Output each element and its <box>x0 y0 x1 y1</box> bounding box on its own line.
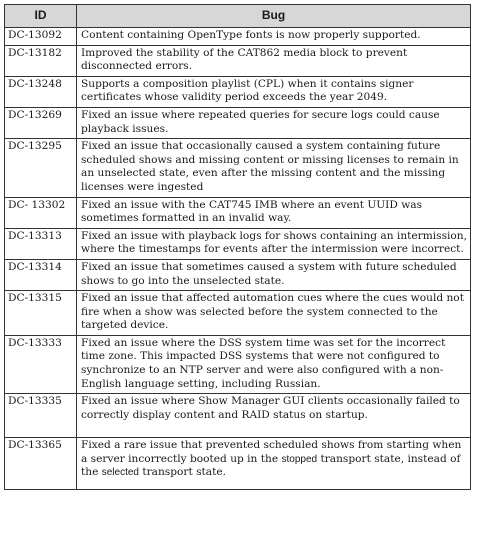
bug-description-cell: Fixed an issue that affected automation cues where the cues would not fire when a show was selected before the system connected to the targeted device. <box>77 291 471 336</box>
table-row <box>5 28 471 46</box>
bug-id-cell: DC-13269 <box>5 107 77 138</box>
bug-id-cell: DC-13335 <box>5 394 77 438</box>
table-row <box>5 45 471 76</box>
bug-description-cell: Fixed an issue where Show Manager GUI clients occasionally failed to correctly display content and RAID status on startup. <box>77 394 471 438</box>
table-row <box>5 394 471 438</box>
table-row <box>5 438 471 490</box>
bug-description-cell: Supports a composition playlist (CPL) when it contains signer certificates whose validity period exceeds the year 2049. <box>77 76 471 107</box>
bug-description-cell: Fixed an issue where the DSS system time was set for the incorrect time zone. This impacted DSS systems that were not configured to synchronize to an NTP server and were also configured with a non-English language setting, including Russian. <box>77 335 471 393</box>
table-row <box>5 259 471 290</box>
bug-description-cell: Content containing OpenType fonts is now properly supported. <box>77 28 471 46</box>
table-row <box>5 139 471 197</box>
bug-id-cell: DC-13295 <box>5 139 77 197</box>
bug-description-cell: Fixed an issue with playback logs for shows containing an intermission, where the timestamps for events after the intermission were incorrect. <box>77 228 471 259</box>
bug-description-cell: Fixed an issue with the CAT745 IMB where an event UUID was sometimes formatted in an invalid way. <box>77 197 471 228</box>
bug-description-cell: Fixed an issue where repeated queries for secure logs could cause playback issues. <box>77 107 471 138</box>
bug-description-cell: Improved the stability of the CAT862 media block to prevent disconnected errors. <box>77 45 471 76</box>
table-row <box>5 107 471 138</box>
release-notes-table <box>4 4 471 490</box>
bug-id-cell: DC-13248 <box>5 76 77 107</box>
table-row <box>5 291 471 336</box>
table-row <box>5 197 471 228</box>
table-row <box>5 335 471 393</box>
bug-id-cell: DC-13333 <box>5 335 77 393</box>
bug-description-cell: Fixed an issue that sometimes caused a system with future scheduled shows to go into the unselected state. <box>77 259 471 290</box>
bug-text-part: transport state, instead of the <box>81 452 461 479</box>
bug-id-cell: DC-13313 <box>5 228 77 259</box>
bug-description-cell: Fixed an issue that occasionally caused a system containing future scheduled shows and missing content or missing licenses to remain in an unselected state, even after the missing content and the missing licenses were ingested <box>77 139 471 197</box>
table-row <box>5 76 471 107</box>
bug-id-cell: DC- 13302 <box>5 197 77 228</box>
stopped-state-term: stopped <box>281 453 318 465</box>
bug-id-cell: DC-13365 <box>5 438 77 490</box>
selected-state-term: selected <box>101 467 139 479</box>
bug-column-header: Bug <box>77 5 471 28</box>
id-column-header: ID <box>5 5 77 28</box>
bug-text-part: Fixed a rare issue that prevented scheduled shows from starting when a server incorrectly booted up in the <box>81 439 462 465</box>
bug-id-cell: DC-13314 <box>5 259 77 290</box>
bug-id-cell: DC-13092 <box>5 28 77 46</box>
bug-id-cell: DC-13315 <box>5 291 77 336</box>
bug-description-cell <box>77 438 471 490</box>
bug-id-cell: DC-13182 <box>5 45 77 76</box>
table-row <box>5 228 471 259</box>
table-header-row <box>5 5 471 28</box>
bug-text-part: transport state. <box>138 466 226 479</box>
